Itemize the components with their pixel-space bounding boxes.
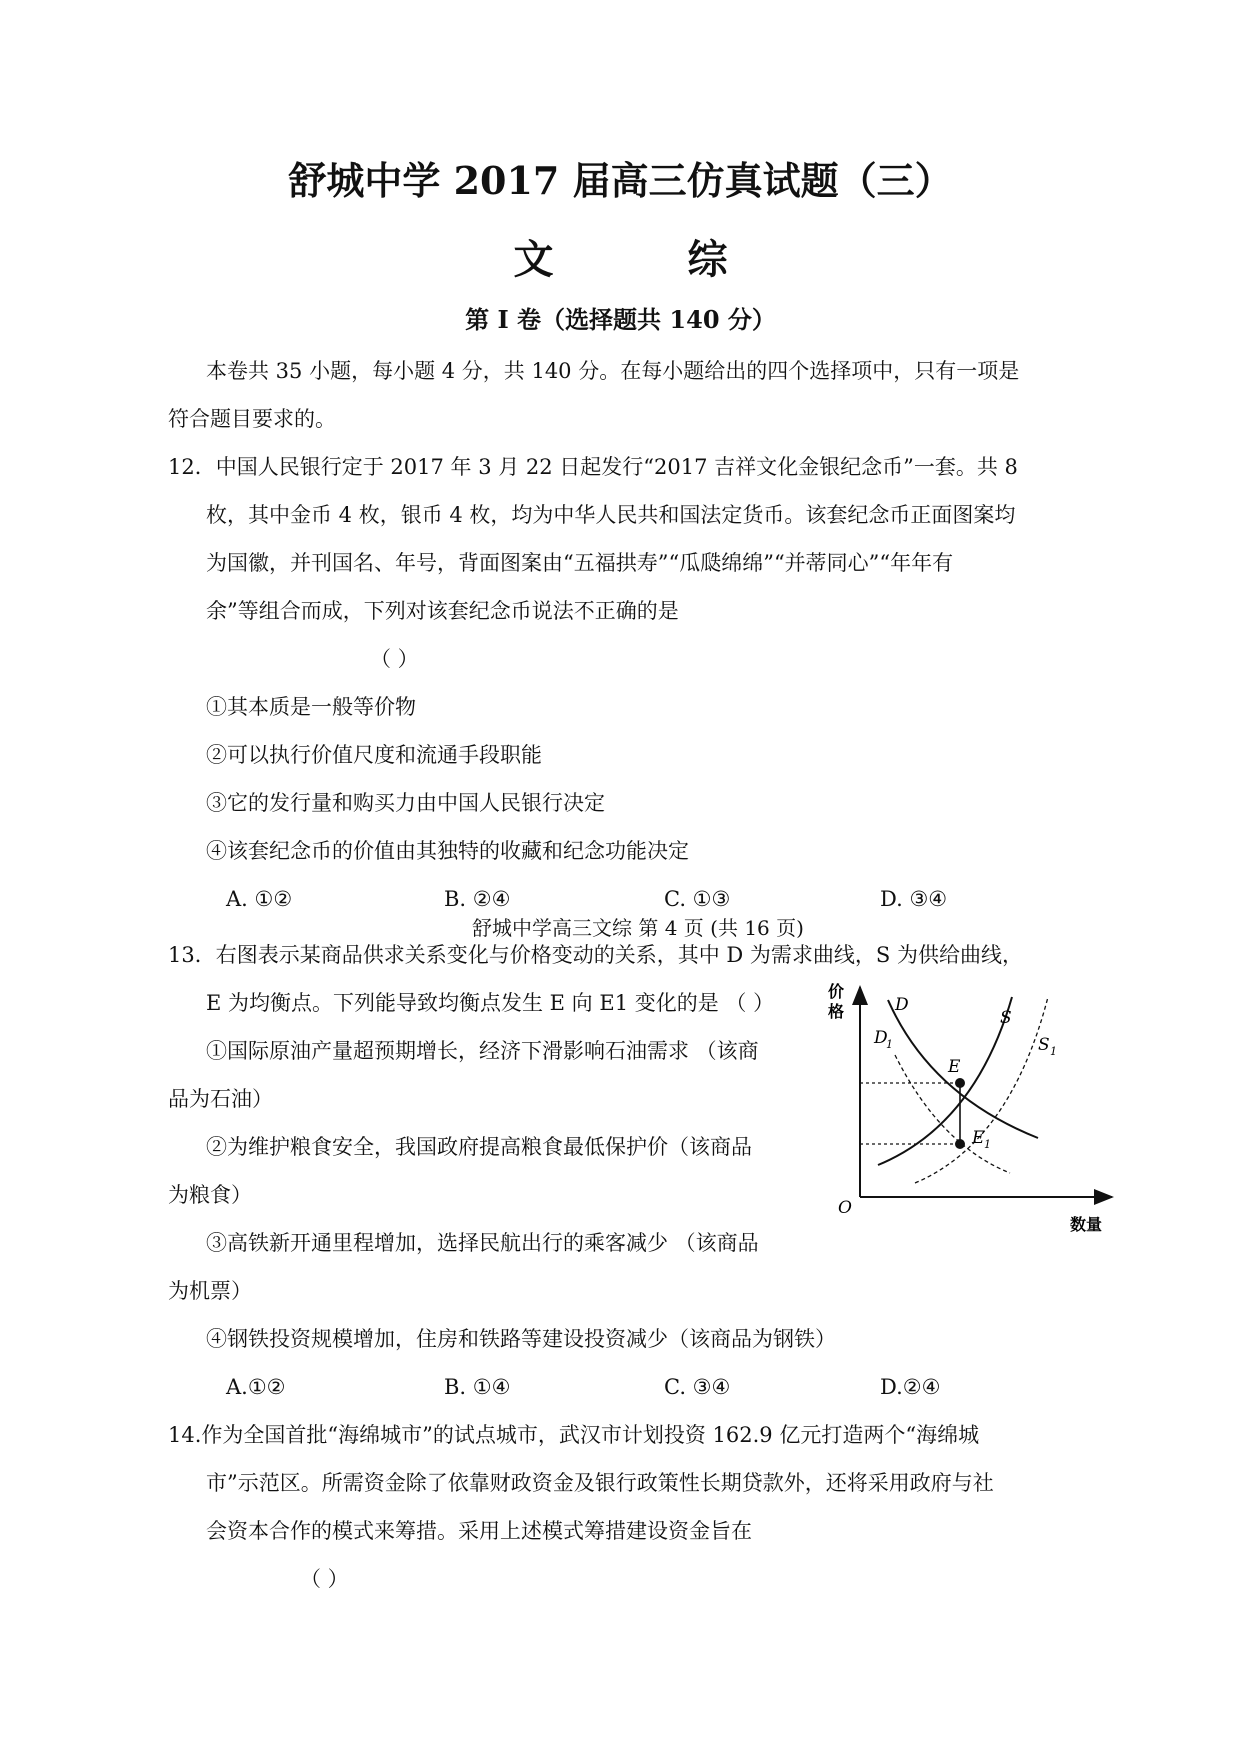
intro-line-1: 本卷共 35 小题，每小题 4 分，共 140 分。在每小题给出的四个选择项中，只有一项是 [206,359,1020,383]
section-heading: 第 I 卷（选择题共 140 分） [465,305,776,334]
q14-stem-line-2: 市”示范区。所需资金除了依靠财政资金及银行政策性长期贷款外，还将采用政府与社 [206,1471,994,1495]
x-axis-label: 数量 [1070,1215,1103,1234]
exam-subject: 文 综 [513,236,788,283]
label-s1-subscript: 1 [1050,1045,1057,1058]
q12-stem-line-2: 枚，其中金币 4 枚，银币 4 枚，均为中华人民共和国法定货币。该套纪念币正面图案均 [206,503,1016,527]
q13-item-1-line-2: 品为石油） [168,1087,273,1111]
q12-option-d: D. ③④ [880,887,948,911]
q14-answer-paren: （ ） [300,1567,349,1591]
q12-option-c: C. ①③ [664,887,731,911]
q12-option-b: B. ②④ [444,887,511,911]
q12-stem-line-3: 为国徽，并刊国名、年号，背面图案由“五福拱寿”“瓜瓞绵绵”“并蒂同心”“年年有 [206,551,954,575]
y-axis-label-1: 价 [828,982,845,1001]
q13-item-4: ④钢铁投资规模增加，住房和铁路等建设投资减少（该商品为钢铁） [206,1327,836,1351]
q13-stem-line-2: E 为均衡点。下列能导致均衡点发生 E 向 E1 变化的是 （ ） [206,991,775,1015]
point-e1 [955,1139,965,1149]
supply-curve-s1 [915,997,1048,1183]
q14-stem-line-1: 14.作为全国首批“海绵城市”的试点城市，武汉市计划投资 162.9 亿元打造两个“海绵城 [168,1423,980,1447]
label-e: E [948,1057,961,1077]
q13-item-1-line-1: ①国际原油产量超预期增长，经济下滑影响石油需求 （该商 [206,1039,759,1063]
origin-label: O [838,1198,852,1218]
label-d1: D [874,1028,888,1048]
q13-option-d: D.②④ [880,1375,941,1399]
q14-stem-line-3: 会资本合作的模式来筹措。采用上述模式筹措建设资金旨在 [206,1519,752,1543]
label-e1-subscript: 1 [984,1138,991,1151]
q13-item-2-line-2: 为粮食） [168,1183,252,1207]
q12-stem-line-4: 余”等组合而成，下列对该套纪念币说法不正确的是 [206,599,679,623]
q12-item-4: ④该套纪念币的价值由其独特的收藏和纪念功能决定 [206,839,689,863]
label-s: S [1000,1008,1012,1028]
q13-option-c: C. ③④ [664,1375,731,1399]
label-d1-subscript: 1 [886,1038,893,1051]
y-axis-label-2: 格 [828,1002,845,1021]
page-footer: 舒城中学高三文综 第 4 页 (共 16 页) [472,916,804,940]
label-d: D [895,995,909,1015]
q12-item-1: ①其本质是一般等价物 [206,695,416,719]
label-e1: E [972,1128,985,1148]
q13-item-2-line-1: ②为维护粮食安全，我国政府提高粮食最低保护价（该商品 [206,1135,752,1159]
q13-stem-line-1: 13．右图表示某商品供求关系变化与价格变动的关系，其中 D 为需求曲线，S 为供给曲线， [168,943,1023,967]
q13-option-b: B. ①④ [444,1375,511,1399]
q12-stem-line-1: 12．中国人民银行定于 2017 年 3 月 22 日起发行“2017 吉祥文化金银纪念币”一套。共 8 [168,455,1018,479]
demand-curve-d [888,1000,1038,1138]
q12-item-2: ②可以执行价值尺度和流通手段职能 [206,743,542,767]
q12-answer-paren: （ ） [370,647,419,671]
q13-item-3-line-1: ③高铁新开通里程增加，选择民航出行的乘客减少 （该商品 [206,1231,759,1255]
exam-title: 舒城中学 2017 届高三仿真试题（三） [288,158,953,203]
supply-demand-figure [820,975,1120,1240]
label-s1: S [1038,1035,1050,1055]
q12-item-3: ③它的发行量和购买力由中国人民银行决定 [206,791,605,815]
intro-line-2: 符合题目要求的。 [168,407,336,431]
q13-item-3-line-2: 为机票） [168,1279,252,1303]
point-e [955,1078,965,1088]
q13-option-a: A.①② [226,1375,286,1399]
q12-option-a: A. ①② [226,887,293,911]
